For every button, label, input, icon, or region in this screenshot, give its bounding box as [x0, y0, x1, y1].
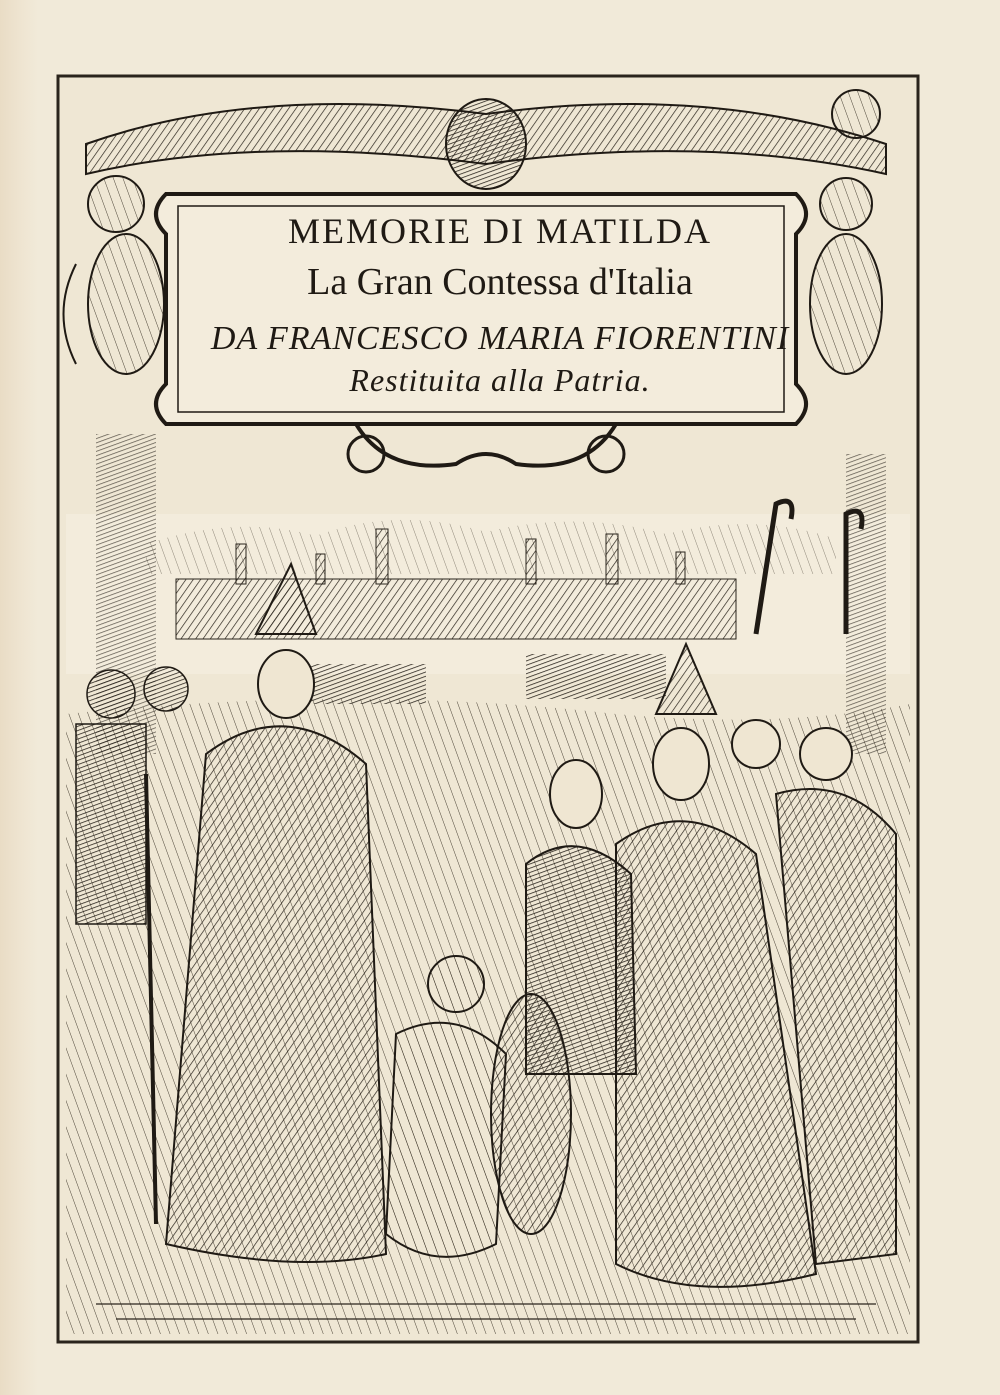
title-line-subtitle: La Gran Contessa d'Italia [307, 261, 693, 303]
title-line-author: DA FRANCESCO MARIA FIORENTINI [210, 320, 790, 357]
title-line-dedication: Restituita alla Patria. [349, 362, 651, 398]
page-gutter [0, 0, 38, 1395]
title-line-main: MEMORIE DI MATILDA [288, 211, 712, 251]
title-cartouche [210, 190, 790, 410]
